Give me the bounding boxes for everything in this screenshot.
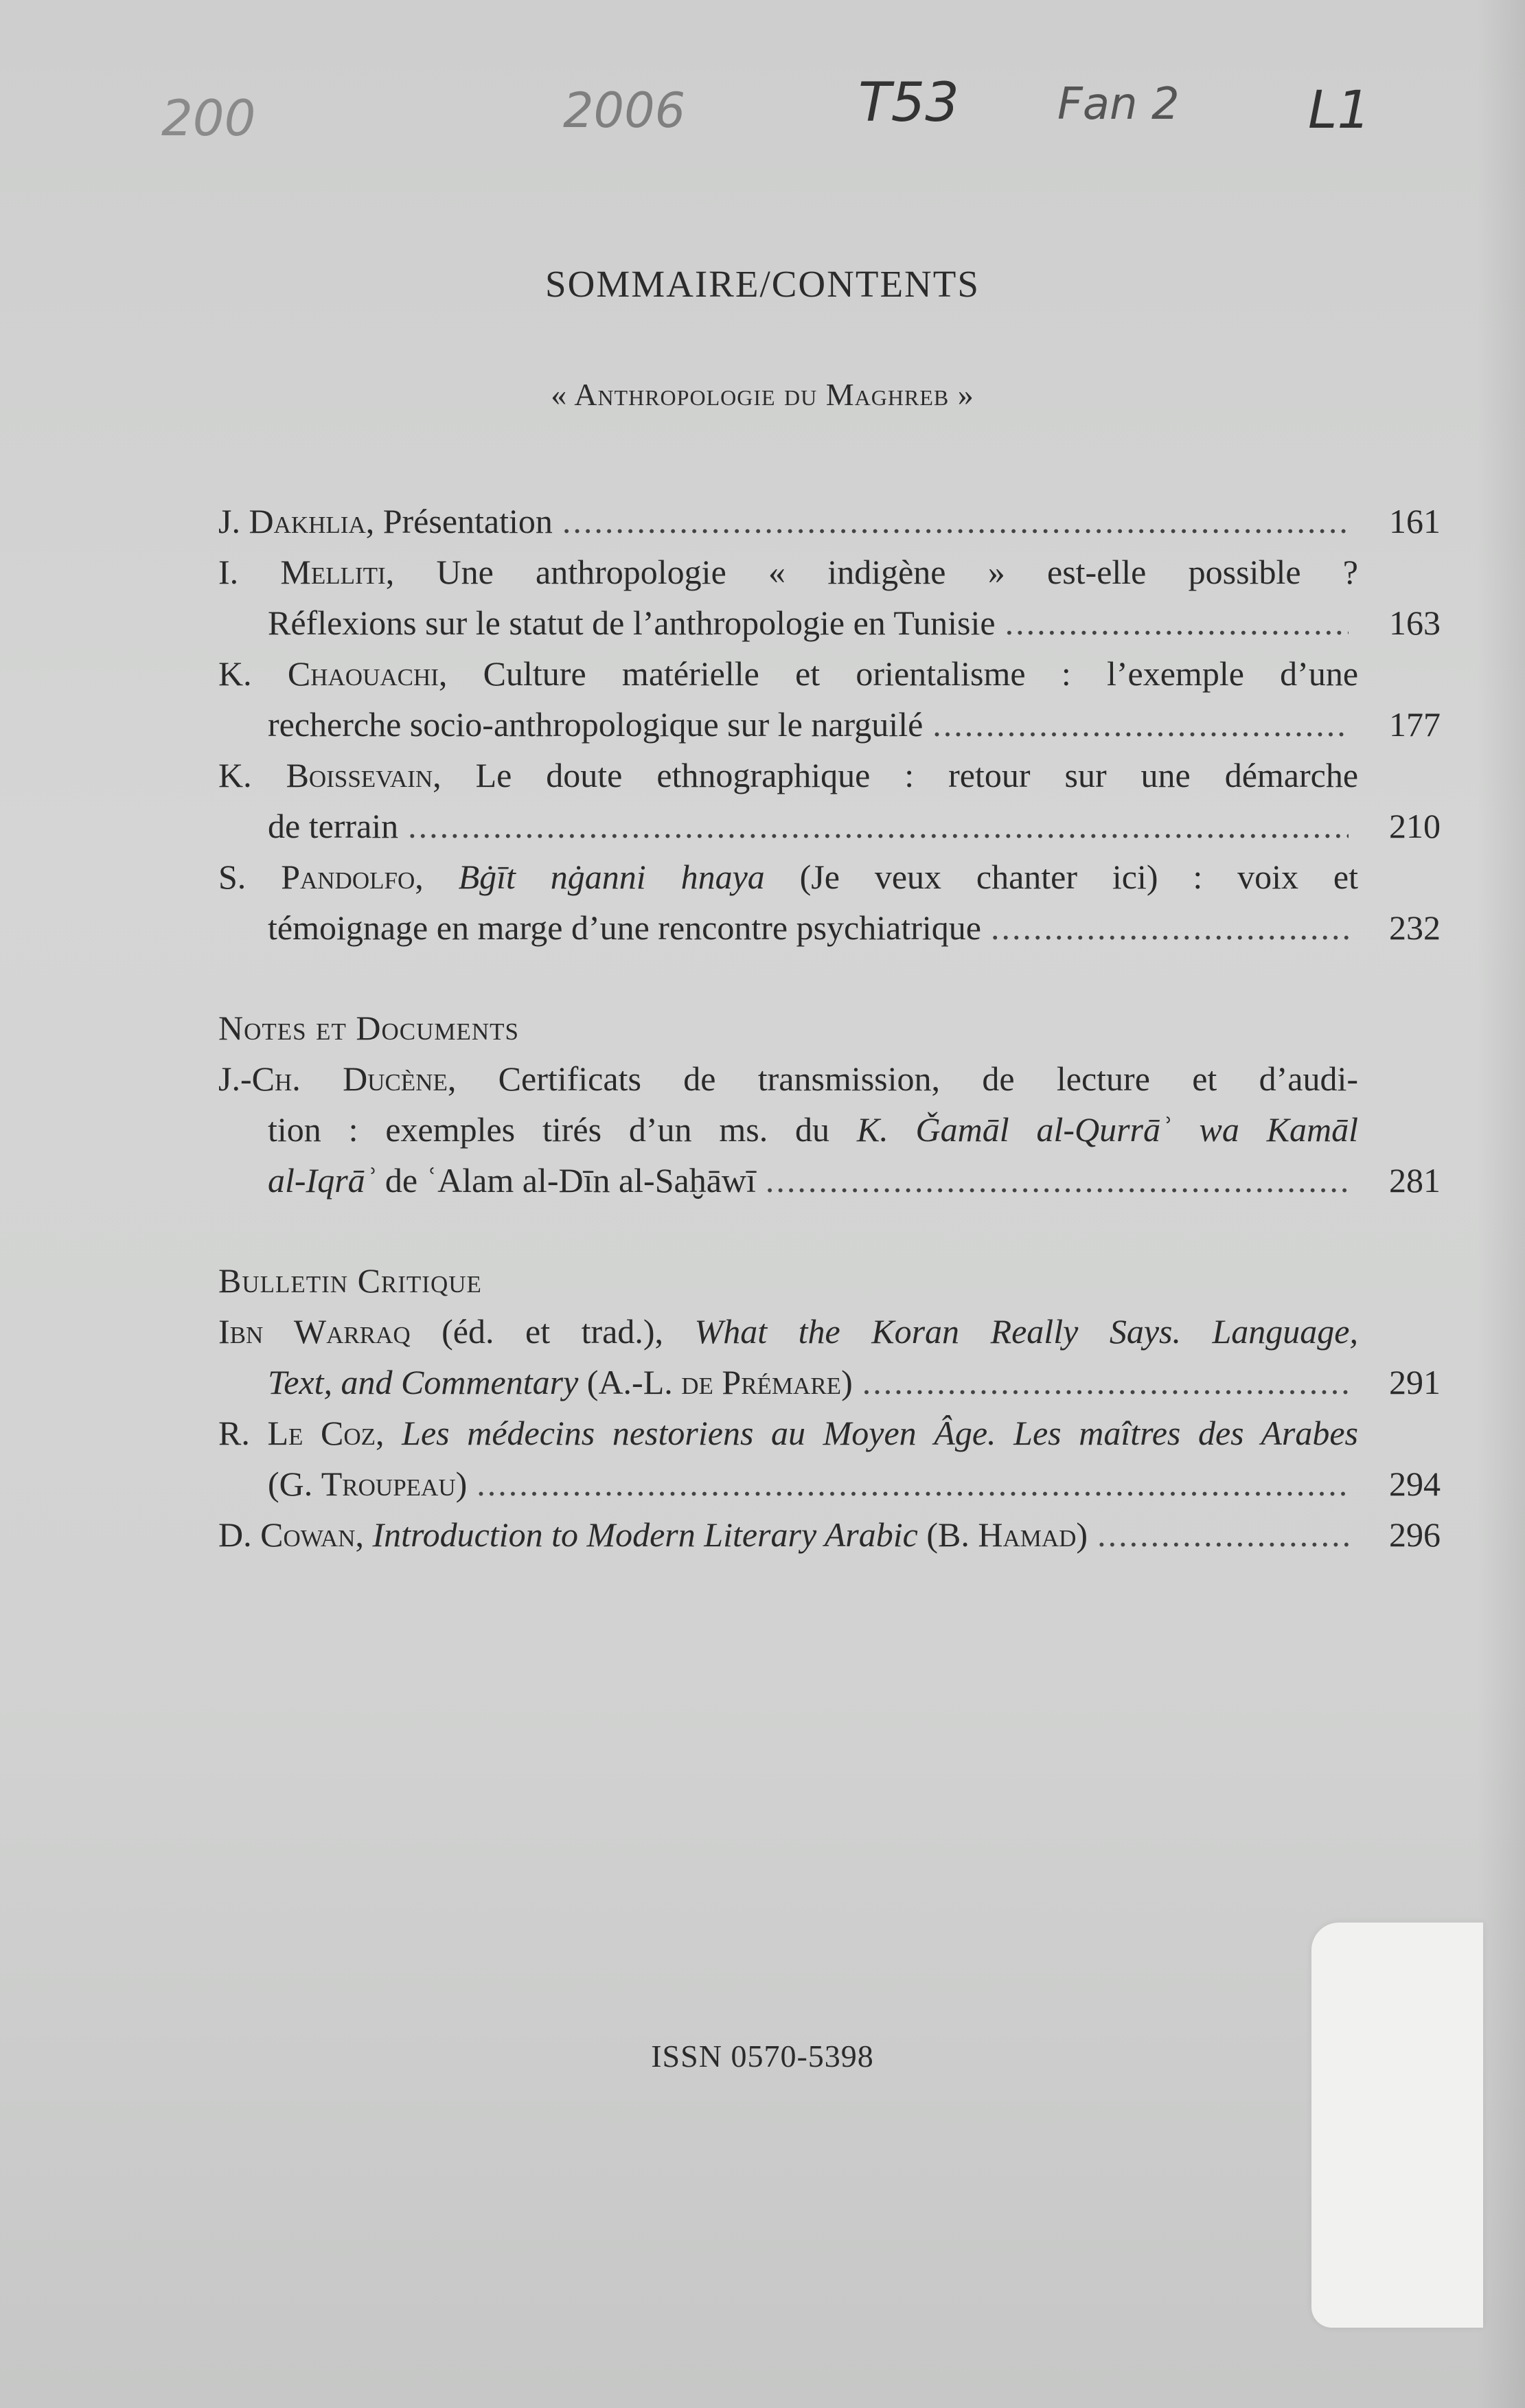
dot-leader [766,1155,1349,1206]
toc-text-run: , [376,1414,402,1452]
dot-leader [408,801,1349,851]
toc-entry-text [218,648,1358,699]
toc-entry-line [218,1509,1441,1560]
issn-number: ISSN 0570-5398 [651,2039,874,2074]
handwritten-note-2: 2006 [563,82,686,139]
toc-entry-line [218,496,1441,547]
toc-text-run: S. [218,858,282,896]
toc-text-run: Melliti [280,553,386,591]
toc-text-run: K. [218,756,286,794]
toc-entry-line [268,1458,1441,1509]
toc-text-run: J. [218,502,249,540]
dot-leader [477,1458,1349,1509]
toc-text-run: Le Coz [267,1414,376,1452]
toc-text-run: recherche socio-anthropologique sur le narguilé [268,705,924,744]
toc-entry-line [218,851,1441,902]
toc-entry-text [268,1104,1358,1155]
toc-text-run: D. [218,1515,261,1554]
toc-entry-line [268,801,1441,851]
page-number: 291 [1389,1363,1441,1401]
toc-text-run: Dakhlia [249,502,366,540]
toc-text-run: Chaouachi [287,654,439,693]
toc-text-run: (éd. et trad.), [410,1312,695,1351]
toc-text-run: de Prémare [681,1363,842,1401]
toc-text-run: Réflexions sur le statut de l’anthropologie en Tunisie [268,604,996,642]
toc-entry-text [268,1458,467,1509]
toc-text-run: Pandolfo [281,858,415,896]
handwritten-note-1: 200 [161,89,256,147]
toc-entry-text [268,699,923,750]
toc-text-run: , [355,1515,373,1554]
bulletin-heading: Bulletin Critique [218,1261,482,1300]
handwritten-note-5: L1 [1308,79,1371,140]
dot-leader [1097,1509,1349,1560]
toc-text-run: I. [218,553,281,591]
handwritten-note-3: T53 [858,72,959,134]
toc-text-run: (B. [917,1515,978,1554]
toc-text-run: Ducène [343,1059,448,1098]
toc-entry-line [268,1357,1441,1408]
toc-entry-line [268,597,1441,648]
dot-leader [991,902,1349,953]
toc-entry-text [268,1155,756,1206]
toc-text-run: Introduction to Modern Literary Arabic [372,1515,918,1554]
toc-text-run: , Certificats de transmission, de lecture et d’audi- [447,1059,1358,1098]
toc-entry-line [268,699,1441,750]
toc-text-run: R. [218,1414,268,1452]
toc-entry-line [218,1306,1441,1357]
toc-entry-line [218,648,1441,699]
toc-text-run: Ibn Warraq [218,1312,411,1351]
toc-entry-text [218,496,553,547]
toc-text-run: , Le doute ethnographique : retour sur une démarche [433,756,1358,794]
toc-entry-line [218,547,1441,597]
toc-text-run: , Présentation [365,502,553,540]
toc-text-run: (A.-L. [578,1363,682,1401]
toc-entry-text [268,801,398,851]
toc-text-run: (Je veux chanter ici) : voix et [764,858,1358,896]
toc-text-run: (G. [268,1465,321,1503]
page-number: 294 [1389,1465,1441,1503]
toc-text-run: al-Iqrāʾ [268,1161,377,1200]
toc-text-run: Text, and Commentary [268,1363,579,1401]
toc-entry-text [268,1357,853,1408]
page-title: SOMMAIRE/CONTENTS [545,263,980,305]
toc-text-run: de ʿAlam al-Dīn al-Saḫāwī [376,1161,756,1200]
toc-entry-line [268,1104,1441,1155]
toc-text-run: , Une anthropologie « indigène » est-elle possible ? [385,553,1358,591]
dot-leader [1005,597,1349,648]
toc-text-run: ) [1076,1515,1088,1554]
page-number: 163 [1389,604,1441,642]
toc-text-run: Bġīt nġanni hnaya [458,858,765,896]
page-subtitle: « Anthropologie du Maghreb » [551,377,974,412]
toc-text-run: Boissevain [286,756,433,794]
toc-entry-text [218,1053,1358,1104]
toc-entry-line [218,1408,1441,1458]
page-number: 232 [1389,908,1441,947]
page-number: 161 [1389,502,1441,540]
toc-entry-line [218,750,1441,801]
page-number: 296 [1389,1515,1441,1554]
toc-text-run: ) [841,1363,853,1401]
notes-heading: Notes et Documents [218,1009,519,1047]
dot-leader [932,699,1349,750]
toc-entry-text [218,750,1358,801]
toc-text-run: tion : exemples tirés d’un ms. du [268,1110,857,1149]
toc-text-run: What the Koran Really Says. Language, [694,1312,1358,1351]
toc-text-run: K. [218,654,288,693]
toc-text-run: Les médecins nestoriens au Moyen Âge. Les maîtres des Arabes [402,1414,1358,1452]
toc-text-run: témoignage en marge d’une rencontre psychiatrique [268,908,981,947]
toc-entry-line [268,1155,1441,1206]
toc-text-run: Cowan [260,1515,356,1554]
toc-entry-text [268,902,981,953]
handwritten-note-4: Fan 2 [1057,79,1180,130]
toc-entry-line [268,902,1441,953]
toc-text-run: , [415,858,459,896]
page-number: 177 [1389,705,1441,744]
toc-text-run: ) [455,1465,468,1503]
toc-entry-text [218,547,1358,597]
toc-text-run: J.-Ch. [218,1059,343,1098]
toc-text-run: de terrain [268,807,399,845]
toc-entry-text [268,597,996,648]
toc-text-run: Hamad [978,1515,1077,1554]
library-label-sticker [1311,1923,1483,2328]
toc-entry-line [218,1053,1441,1104]
toc-entry-text [218,851,1358,902]
dot-leader [862,1357,1349,1408]
page-number: 281 [1389,1161,1441,1200]
toc-entry-text [218,1408,1358,1458]
toc-entry-text [218,1306,1358,1357]
page-number: 210 [1389,807,1441,845]
toc-text-run: Troupeau [321,1465,456,1503]
toc-text-run: , Culture matérielle et orientalisme : l’exemple d’une [438,654,1358,693]
dot-leader [562,496,1349,547]
toc-text-run: K. Ǧamāl al-Qurrāʾ wa Kamāl [856,1110,1358,1149]
toc-entry-text [218,1509,1088,1560]
